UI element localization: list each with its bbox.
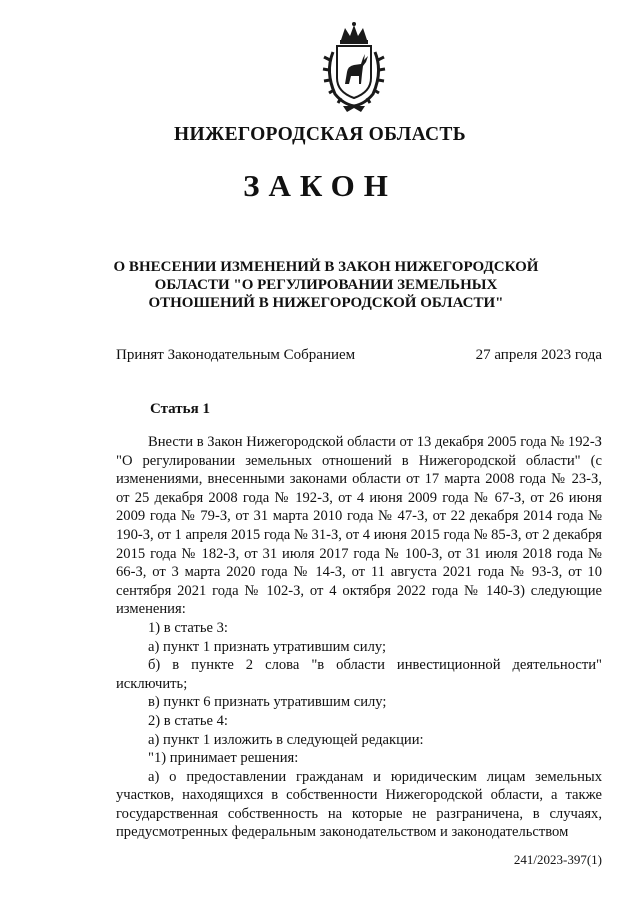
article-body <box>116 433 602 842</box>
article-paragraph: а) о предоставлении гражданам и юридическим лицам земельных участков, находящихся в собственности Нижегородской области, а также государственная собственность на которые не разграничена, в случаях, предусмотренных федеральным законодательством и законодательством <box>116 768 602 841</box>
article-paragraph: б) в пункте 2 слова "в области инвестиционной деятельности" исключить; <box>116 657 602 692</box>
adopted-by: Принят Законодательным Собранием <box>116 347 356 363</box>
document-code: 241/2023-397(1) <box>513 852 602 867</box>
article-paragraph: "1) принимает решения: <box>148 750 299 767</box>
document-type: ЗАКОН <box>243 168 397 203</box>
article-paragraph: 1) в статье 3: <box>148 619 228 636</box>
region-name: НИЖЕГОРОДСКАЯ ОБЛАСТЬ <box>174 124 466 145</box>
article-paragraph: Внести в Закон Нижегородской области от 13 декабря 2005 года № 192-З "О регулировании земельных отношений в Нижегородской области" (с изменениями, внесенными законами области от 17 марта 2008 года № 23-З, от 25 декабря 2008 года № 192-З, от 4 июня 2009 года № 67-З, от 26 июня 2009 года № 79-З, от 31 марта 2010 года № 47-З, от 22 декабря 2014 года № 190-З, от 1 апреля 2015 года № 31-З, от 4 июня 2015 года № 85-З, от 2 декабря 2015 года № 182-З, от 31 июля 2017 года № 100-З, от 31 июля 2018 года № 66-З, от 3 марта 2020 года № 14-З, от 11 августа 2021 года № 93-З, от 10 сентября 2021 года № 102-З, от 4 октября 2022 года № 140-З) следующие изменения: <box>116 434 602 618</box>
adoption-date: 27 апреля 2023 года <box>475 347 602 363</box>
article-paragraph: 2) в статье 4: <box>148 712 228 729</box>
article-paragraph: а) пункт 1 признать утратившим силу; <box>148 638 387 655</box>
article-heading: Статья 1 <box>150 401 210 417</box>
coat-of-arms-icon <box>321 22 387 114</box>
law-title: О ВНЕСЕНИИ ИЗМЕНЕНИЙ В ЗАКОН НИЖЕГОРОДСКОЙ ОБЛАСТИ "О РЕГУЛИРОВАНИИ ЗЕМЕЛЬНЫХ ОТНОШЕНИЙ В НИЖЕГОРОДСКОЙ ОБЛАСТИ" <box>113 259 539 311</box>
article-paragraph: в) пункт 6 признать утратившим силу; <box>148 694 387 711</box>
article-paragraph: а) пункт 1 изложить в следующей редакции: <box>148 731 424 748</box>
